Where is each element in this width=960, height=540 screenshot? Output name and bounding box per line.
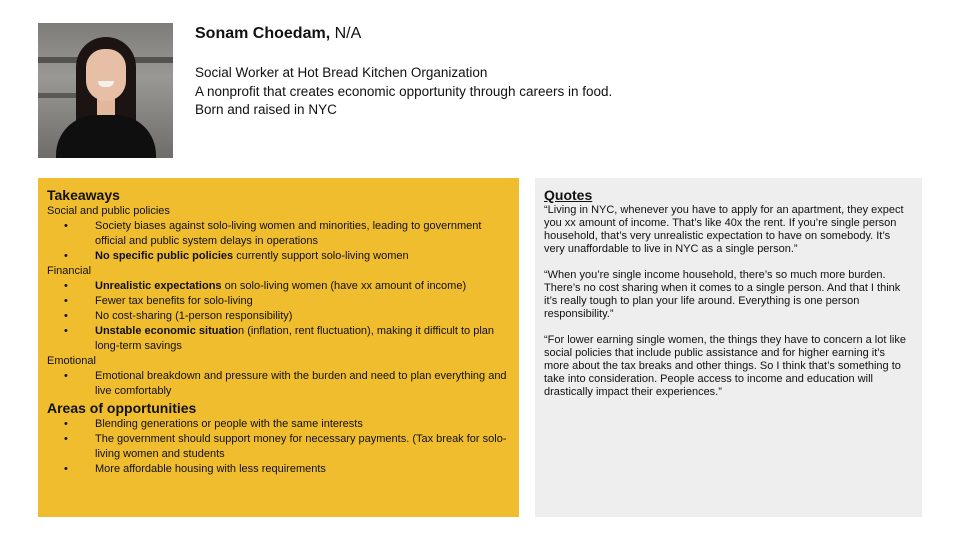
opportunity-item: • Blending generations or people with the same interests <box>47 417 507 432</box>
quotes-panel <box>535 178 922 517</box>
takeaway-group-label: Financial <box>47 265 92 277</box>
photo-shirt <box>56 115 156 158</box>
takeaway-item-text: Fewer tax benefits for solo-living <box>95 295 253 307</box>
opportunity-item: • The government should support money for necessary payments. (Tax break for solo-living women and students <box>47 432 507 462</box>
takeaway-item-text: No cost-sharing (1-person responsibility) <box>95 310 293 322</box>
profile-name-suffix: N/A <box>334 25 362 42</box>
takeaway-item-text: n (inflation, rent fluctuation), making it difficult to plan long-term savings <box>95 325 495 352</box>
takeaway-item-bold: Unrealistic expectations <box>95 280 222 292</box>
opportunities-title: Areas of opportunities <box>47 400 197 416</box>
takeaways-title: Takeaways <box>47 187 120 203</box>
photo-background-shelf <box>38 93 78 98</box>
takeaway-item <box>47 249 507 264</box>
quotes-title: Quotes <box>544 187 593 203</box>
quote-text: “When you’re single income household, there’s so much more burden. There’s no cost sharing when it comes to a single person. And that I think it’s really tough to plan your life around. Everything is one person responsibility.” <box>544 269 901 320</box>
bio-line: Born and raised in NYC <box>195 102 337 117</box>
takeaway-item <box>47 279 507 294</box>
takeaway-item <box>47 324 507 354</box>
quote-text: “Living in NYC, whenever you have to apply for an apartment, they expect you xx amount of income. That’s like 40x the rent. If you’re single person household, that’s very unrealistic expectation to have on somebody. It’s very unaffordable to live in NYC as a single person.” <box>544 204 904 255</box>
takeaway-item-bold: Unstable economic situatio <box>95 325 239 337</box>
profile-header <box>195 24 895 120</box>
takeaway-list <box>47 219 507 264</box>
opportunities-list <box>47 417 507 477</box>
profile-photo <box>38 23 173 158</box>
takeaway-item <box>47 219 507 249</box>
profile-name-line <box>195 24 895 44</box>
takeaway-item-text: Society biases against solo-living women and minorities, leading to government official and public system delays in operations <box>95 220 482 247</box>
takeaways-panel <box>38 178 519 517</box>
profile-name: Sonam Choedam, <box>195 25 331 42</box>
bio-line: A nonprofit that creates economic opportunity through careers in food. <box>195 83 613 99</box>
profile-bio <box>195 64 895 120</box>
bio-line: Social Worker at Hot Bread Kitchen Organization <box>195 65 488 80</box>
takeaway-item <box>47 294 507 309</box>
takeaway-list <box>47 279 507 354</box>
takeaway-list <box>47 369 507 399</box>
opportunity-item: • More affordable housing with less requirements <box>47 462 507 477</box>
takeaway-item-text: Emotional breakdown and pressure with the burden and need to plan everything and live comfortably <box>95 370 507 397</box>
takeaway-item-text: on solo-living women (have xx amount of income) <box>221 280 467 292</box>
takeaway-item-bold: No specific public policies <box>95 250 234 262</box>
takeaway-group-label: Social and public policies <box>47 205 170 217</box>
takeaway-item <box>47 369 507 399</box>
takeaway-item-text: currently support solo-living women <box>233 250 409 262</box>
takeaway-item <box>47 309 507 324</box>
takeaway-group-label: Emotional <box>47 355 96 367</box>
photo-face <box>86 49 126 101</box>
quote-text: “For lower earning single women, the things they have to concern a lot like social policies that include public assistance and for higher earning it’s more about the tax breaks and other things. So I think that’s something to take into consideration. People access to income and education will drastically impact their experiences.” <box>544 334 906 398</box>
